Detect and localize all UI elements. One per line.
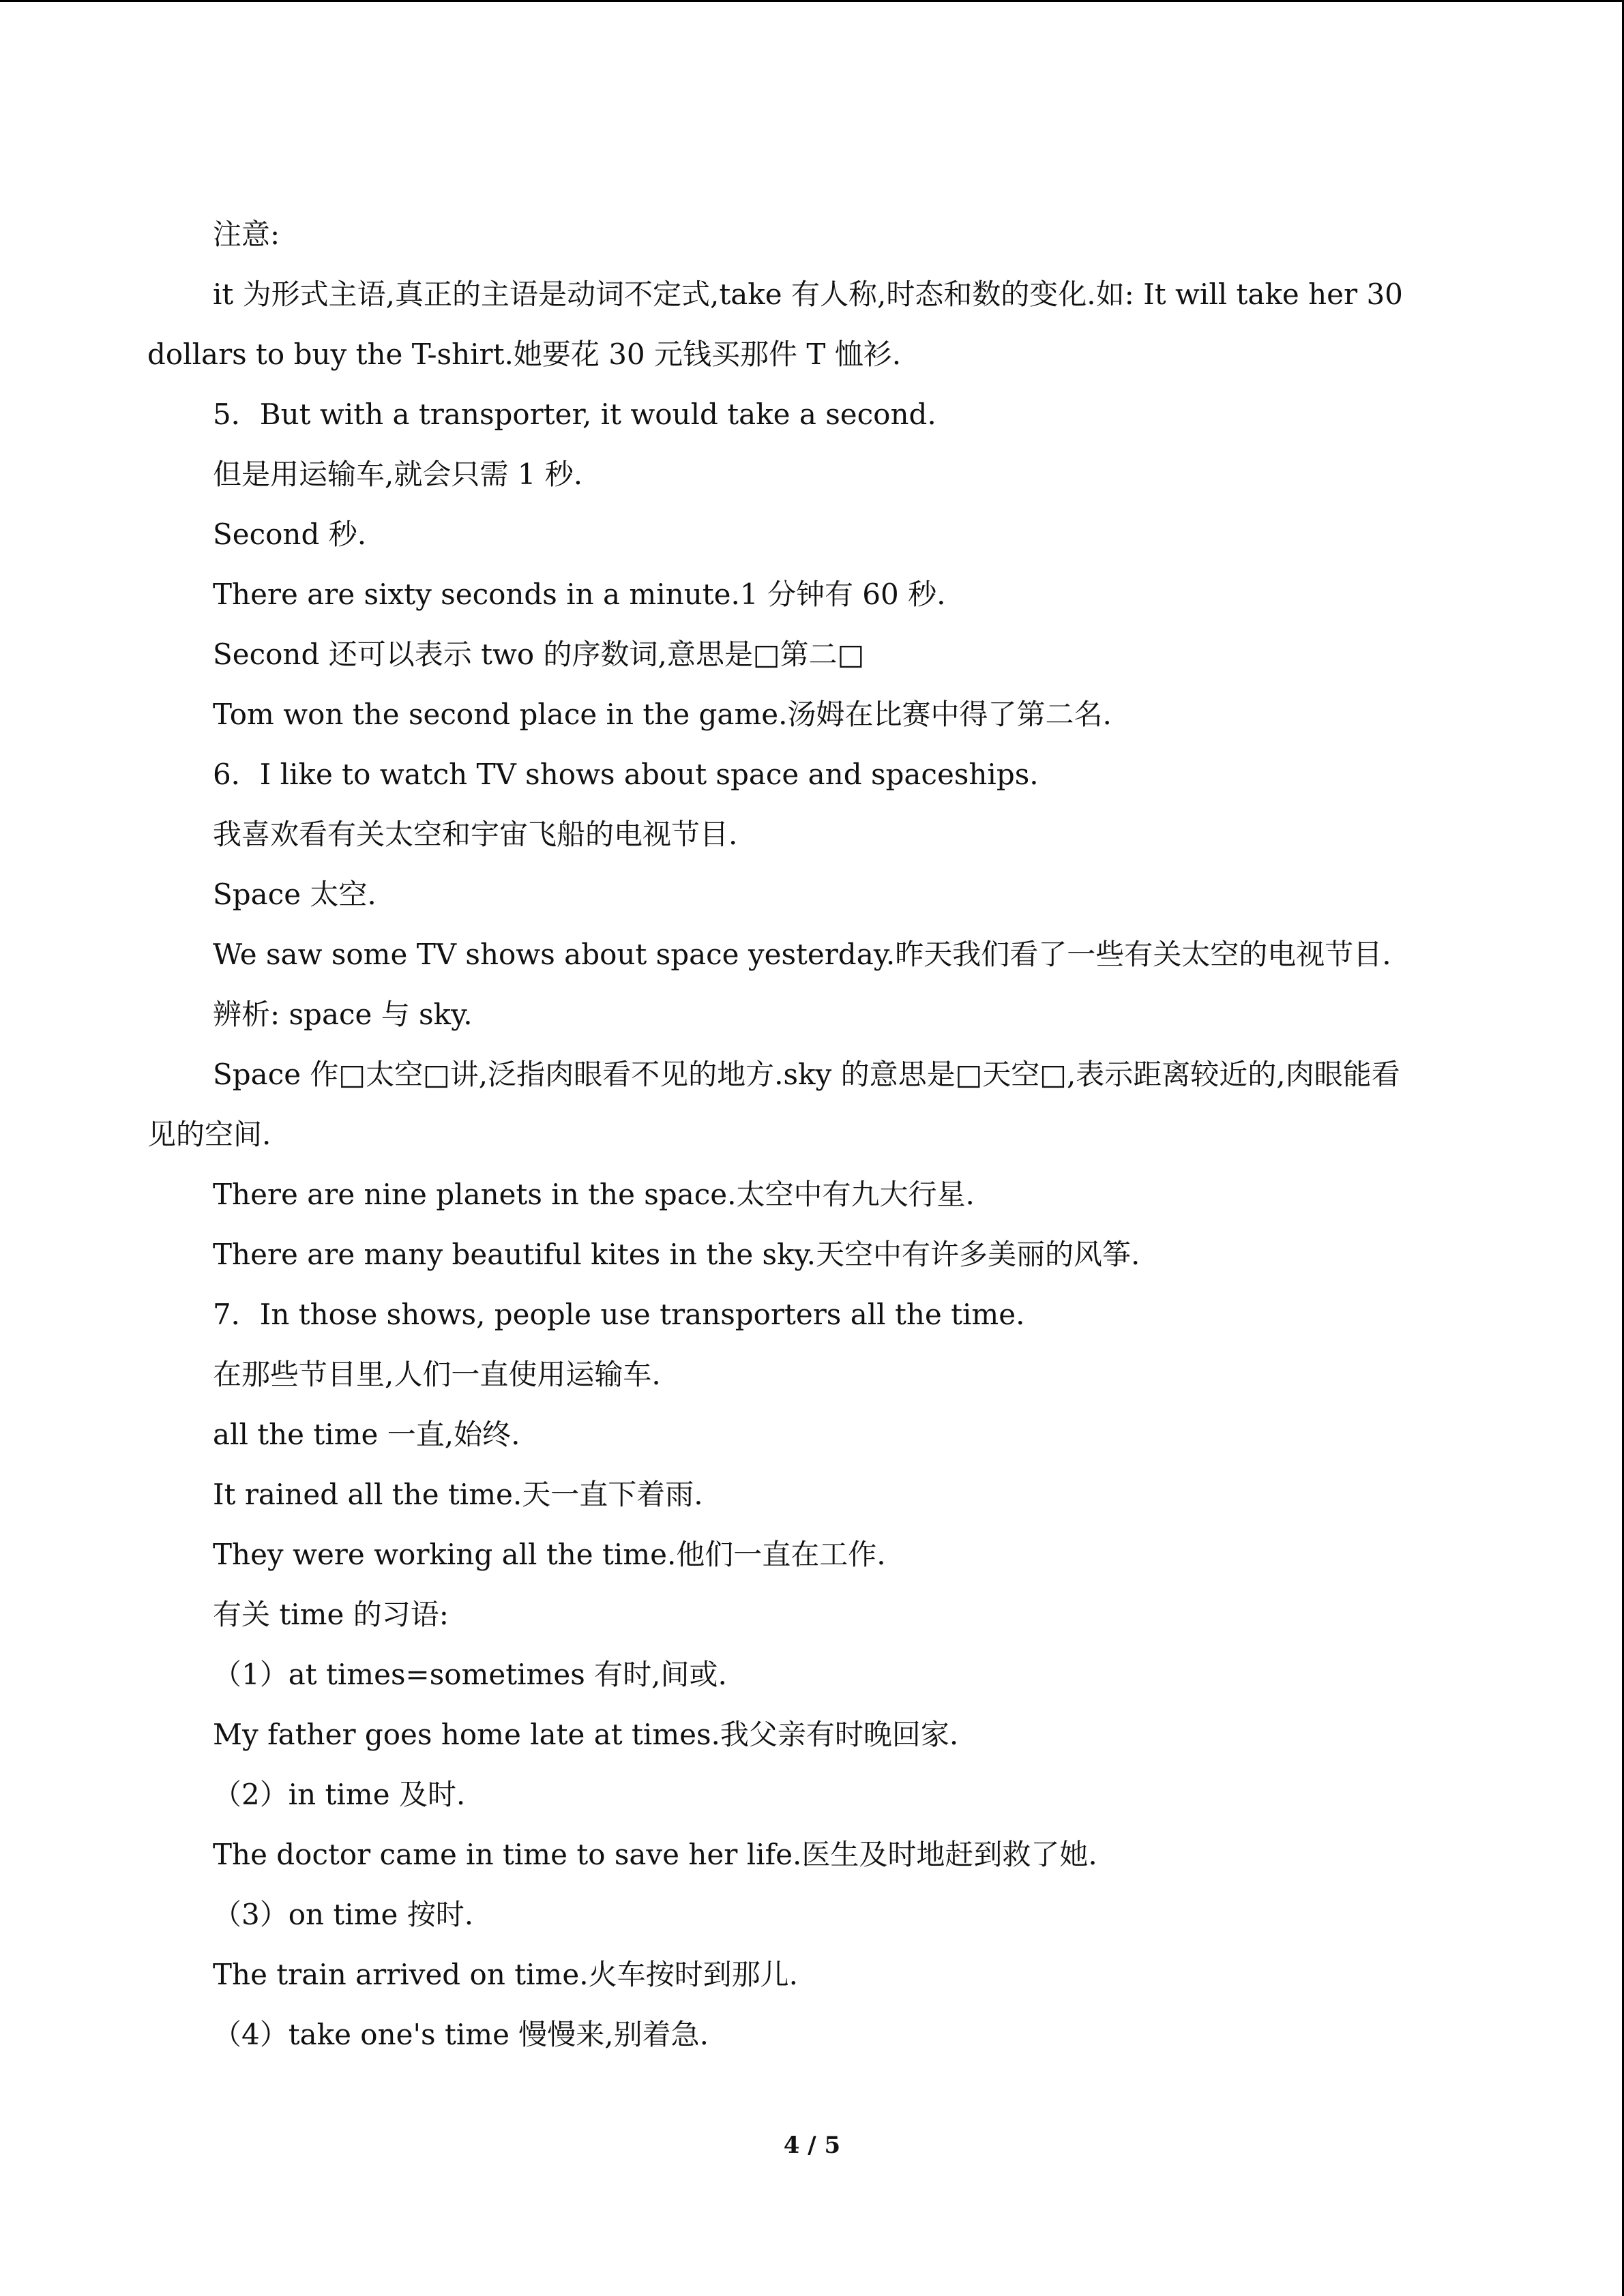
text-line: It rained all the time.天一直下着雨. [213, 1478, 703, 1511]
text-line: 5．But with a transporter, it would take a second. [213, 398, 936, 431]
text-line: There are nine planets in the space.太空中有九大行星. [213, 1178, 975, 1211]
top-border [0, 0, 1624, 2]
text-line: They were working all the time.他们一直在工作. [213, 1538, 886, 1571]
text-line: There are many beautiful kites in the sky.天空中有许多美丽的风筝. [213, 1238, 1140, 1271]
text-line: 7．In those shows, people use transporters all the time. [213, 1298, 1025, 1331]
text-line: Second 还可以表示 two 的序数词,意思是□第二□ [213, 638, 865, 671]
text-line: 注意: [213, 218, 280, 251]
text-line: （3）on time 按时. [213, 1898, 474, 1931]
text-line: （4）take one's time 慢慢来,别着急. [213, 2018, 709, 2051]
text-line: （1）at times=sometimes 有时,间或. [213, 1658, 727, 1691]
page-number: 4 / 5 [783, 2132, 841, 2159]
text-line: Space 太空. [213, 878, 377, 911]
text-line: it 为形式主语,真正的主语是动词不定式,take 有人称,时态和数的变化.如: It will take her 30 [213, 278, 1403, 311]
text-line: Second 秒. [213, 518, 367, 551]
text-line: 在那些节目里,人们一直使用运输车. [213, 1358, 661, 1391]
text-line: 6．I like to watch TV shows about space and spaceships. [213, 758, 1039, 791]
text-line: Tom won the second place in the game.汤姆在比赛中得了第二名. [213, 698, 1112, 731]
text-line: The doctor came in time to save her life.医生及时地赶到救了她. [213, 1838, 1097, 1871]
text-line: There are sixty seconds in a minute.1 分钟有 60 秒. [213, 578, 946, 611]
text-line: The train arrived on time.火车按时到那儿. [213, 1958, 798, 1991]
text-line: 但是用运输车,就会只需 1 秒. [213, 458, 583, 491]
text-line: all the time 一直,始终. [213, 1418, 520, 1451]
text-line: 见的空间. [147, 1118, 271, 1151]
text-line: 我喜欢看有关太空和宇宙飞船的电视节目. [213, 818, 738, 851]
text-line: （2）in time 及时. [213, 1778, 466, 1811]
text-line: We saw some TV shows about space yesterday.昨天我们看了一些有关太空的电视节目. [213, 938, 1391, 971]
text-line: 辨析: space 与 sky. [213, 998, 473, 1031]
text-line: 有关 time 的习语: [213, 1598, 449, 1631]
text-line: My father goes home late at times.我父亲有时晚回家. [213, 1718, 959, 1751]
text-line: dollars to buy the T-shirt.她要花 30 元钱买那件 T 恤衫. [147, 338, 902, 371]
text-line: Space 作□太空□讲,泛指肉眼看不见的地方.sky 的意思是□天空□,表示距离较近的,肉眼能看 [213, 1058, 1400, 1091]
